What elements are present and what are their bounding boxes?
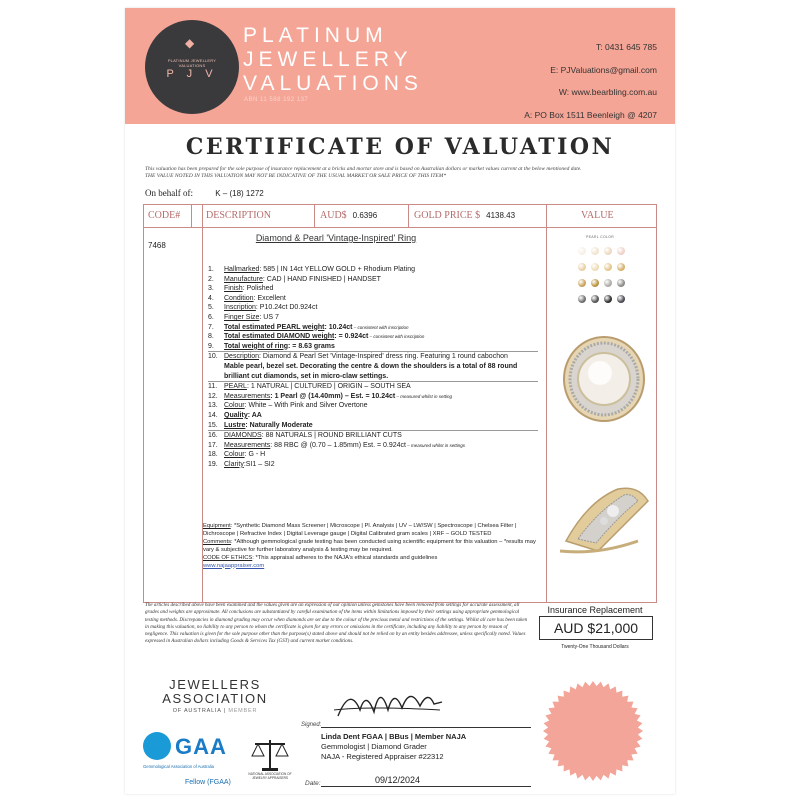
- abn-number: ABN 11 588 192 137: [244, 97, 309, 103]
- gaa-emblem-icon: [143, 732, 171, 760]
- insurance-words: Twenty-One Thousand Dollars: [561, 644, 629, 650]
- contact-block: [524, 36, 657, 126]
- item-number: 11.: [208, 383, 218, 391]
- ja-line-3: OF AUSTRALIA | MEMBER: [172, 708, 258, 714]
- pearl-swatch: [604, 263, 612, 271]
- phone: T: 0431 645 785: [596, 42, 657, 52]
- item-number: 8.: [208, 333, 214, 341]
- item-note: – consistent with inscription: [368, 334, 425, 340]
- item-list: [208, 265, 538, 469]
- behalf-label: On behalf of:: [145, 188, 193, 198]
- header-description: DESCRIPTION: [206, 210, 272, 221]
- equipment-text: : *Synthetic Diamond Mass Screener | Microscope | Pl. Analysis | UV – LW/SW | Spectroscope | Chelsea Filter | Dichroscope | Refractive Index | Digital Leverage gauge | Digital Calibrated gram scales | XRF – GOLD TESTED: [203, 523, 517, 537]
- naja-text: NATIONAL ASSOCIATION OF JEWELRY APPRAISERS: [248, 772, 292, 780]
- item-number: 3.: [208, 285, 214, 293]
- item-number: 18.: [208, 451, 218, 459]
- item-row: [208, 351, 538, 362]
- ethics-line: [203, 555, 543, 563]
- ja-member: MEMBER: [228, 708, 258, 714]
- item-row: [208, 284, 538, 294]
- item-text: : = 8.63 grams: [288, 342, 335, 350]
- pearl-swatch: [578, 247, 586, 255]
- pearl-swatch: [591, 263, 599, 271]
- pearl-swatch: [591, 279, 599, 287]
- header-banner: [125, 8, 675, 124]
- intro-line-2: THE VALUE NOTED IN THIS VALUATION MAY NOT BE INDICATIVE OF THE USUAL MARKET OR SALE PRICE OF THIS ITEM*: [145, 173, 447, 179]
- pearl-swatch: [578, 263, 586, 271]
- item-row: [208, 392, 538, 402]
- item-number: 19.: [208, 460, 218, 468]
- item-row: [208, 294, 538, 304]
- pearl-swatch: [604, 295, 612, 303]
- address: A: PO Box 1511 Beenleigh @ 4207: [524, 109, 657, 120]
- item-label: Hallmarked: [224, 266, 260, 273]
- logo-initials: P J V: [166, 68, 218, 80]
- table-header: [144, 205, 656, 228]
- pearl-swatch: [617, 279, 625, 287]
- item-row: [208, 265, 538, 275]
- item-number: 5.: [208, 304, 214, 312]
- website: W: www.bearbling.com.au: [558, 87, 657, 97]
- item-row: [208, 332, 538, 342]
- ja-country: OF AUSTRALIA: [172, 708, 222, 714]
- pearl-swatch: [617, 295, 625, 303]
- item-number: 13.: [208, 402, 218, 410]
- equipment-line: [203, 523, 543, 539]
- item-text: : 585 | IN 14ct YELLOW GOLD + Rhodium Plating: [259, 266, 415, 273]
- item-row: [208, 381, 538, 392]
- item-text: Mable pearl, bezel set. Decorating the centre & down the shoulders is a total of 88 round: [224, 362, 518, 370]
- item-number: 12.: [208, 392, 218, 400]
- gold-value: 4138.43: [486, 211, 516, 220]
- pearl-swatch: [578, 295, 586, 303]
- on-behalf-of: [145, 188, 264, 198]
- item-number: 10.: [208, 353, 218, 361]
- aud-label: AUD$: [320, 210, 347, 221]
- date-line: [321, 786, 531, 787]
- item-number: 9.: [208, 342, 214, 350]
- item-text: : 88 NATURALS | ROUND BRILLIANT CUTS: [261, 432, 402, 440]
- item-row: [208, 303, 538, 313]
- item-label: DIAMONDS: [224, 432, 262, 440]
- comments-line: [203, 539, 543, 555]
- item-number: 2.: [208, 275, 214, 283]
- item-label: Quality: [224, 411, 248, 419]
- item-row: [208, 401, 538, 411]
- pearl-swatch: [617, 247, 625, 255]
- naja-logo: [250, 736, 290, 792]
- item-text: : Excellent: [253, 294, 286, 302]
- item-text: : US 7: [259, 313, 279, 321]
- item-text: : White – With Pink and Silver Overtone: [244, 402, 368, 410]
- item-row: [208, 460, 538, 470]
- item-text: : AA: [247, 411, 262, 419]
- gaa-subtitle: Gemmological Association of Australia: [143, 764, 214, 769]
- ja-line-1: JEWELLERS: [169, 677, 261, 692]
- brand-line-2: JEWELLERY: [243, 48, 413, 71]
- item-code: 7468: [148, 241, 166, 250]
- header-value: VALUE: [581, 210, 614, 221]
- pearl-ring-top-image: [556, 333, 652, 425]
- item-row: [208, 342, 538, 352]
- certificate-page: [125, 8, 675, 794]
- pearl-color-chart: [554, 227, 654, 327]
- date-label: Date:: [305, 780, 321, 787]
- item-label: Manufacture: [224, 275, 263, 283]
- email: E: PJValuations@gmail.com: [550, 64, 657, 75]
- signatory-role: Gemmologist | Diamond Grader: [321, 742, 427, 751]
- insurance-box: [535, 602, 655, 664]
- pearl-swatch: [604, 279, 612, 287]
- equipment-notes: [203, 523, 543, 570]
- item-row: [208, 313, 538, 323]
- certificate-title: CERTIFICATE OF VALUATION: [185, 134, 615, 160]
- item-text: : 1 Pearl @ (14.40mm) – Est. = 10.24ct: [270, 392, 396, 400]
- disclaimer-text: The articles described above have been examined and the values given are an expression of our opinion unless gemstones have been removed from settings for accurate assessment, all grades and weights are approximate. All conclusions are substantiated by careful examination of the items within limitations imposed by their settings using appropriate gemmological testing methods. Discrepancies in diamond grading may occur when diamonds are set due to the colour of the precious metal and restrictions of the settings. Whilst all care has been taken in making this valuation, no liability to any person to whom the certificate is given for any errors or omissions in the certificate, including any liability to any person by reason of negligence. This valuation is given for the sole purpose other than the purpose(s) stated above and should not be relied on by an entity besides addressee, unless specifically noted. Values expressed in Australian dollars including Goods & Services Tax (GST) and current market conditions.: [145, 602, 528, 645]
- pjv-logo: [145, 20, 239, 114]
- divider: [191, 205, 192, 227]
- pearl-swatch: [578, 279, 586, 287]
- naja-link[interactable]: www.najaappraiser.com: [203, 562, 265, 569]
- pearl-swatch: [617, 263, 625, 271]
- jewellers-association-logo: [145, 678, 285, 714]
- aud-value: 0.6396: [352, 211, 378, 220]
- item-note: – measured whilst in settings: [406, 442, 466, 448]
- item-text: : 1 NATURAL | CULTURED | ORIGIN – SOUTH SEA: [246, 383, 411, 391]
- pearl-swatch: [591, 247, 599, 255]
- item-note: – measured whilst in setting: [395, 393, 452, 399]
- item-number: 15.: [208, 421, 218, 429]
- item-number: 16.: [208, 432, 218, 440]
- signed-label: Signed:: [301, 722, 322, 728]
- item-label: Description: [224, 353, 260, 361]
- item-row: [208, 421, 538, 431]
- intro-line-1: This valuation has been prepared for the sole purpose of insurance replacement at a bricks and mortar store and is based on Australian dollars or market values current at the below mentioned date.: [145, 166, 582, 172]
- divider: [408, 205, 409, 227]
- item-row: [208, 430, 538, 441]
- header-code: CODE#: [148, 210, 181, 221]
- item-label: Colour: [224, 402, 245, 410]
- signatory-name: Linda Dent FGAA | BBus | Member NAJA: [321, 732, 467, 741]
- ethics-label: CODE OF ETHICS: [203, 554, 253, 561]
- item-row: [208, 323, 538, 333]
- gold-label: GOLD PRICE $: [414, 210, 481, 221]
- behalf-value: K – (18) 1272: [215, 189, 264, 198]
- pearl-swatch: [604, 247, 612, 255]
- seal-stamp: [540, 678, 646, 784]
- item-text: : Diamond & Pearl Set 'Vintage-Inspired' dress ring. Featuring 1 round cabochon: [259, 353, 508, 361]
- signature-line: [321, 727, 531, 728]
- item-row: [208, 411, 538, 421]
- item-label: Condition: [224, 294, 254, 302]
- ja-line-2: ASSOCIATION: [162, 691, 268, 706]
- insurance-label: Insurance Replacement: [547, 605, 643, 615]
- item-text: brilliant cut diamonds, set in micro-claw settings.: [224, 372, 389, 380]
- item-number: 7.: [208, 323, 214, 331]
- header-aud: [320, 205, 377, 227]
- item-row: [208, 441, 538, 451]
- item-label: Finger Size: [224, 313, 260, 321]
- item-number: 4.: [208, 294, 214, 302]
- brand-line-1: PLATINUM: [243, 24, 388, 47]
- ring-title: Diamond & Pearl 'Vintage-Inspired' Ring: [255, 233, 417, 243]
- item-text: : Naturally Moderate: [245, 421, 313, 429]
- ring-side-image: [558, 481, 654, 559]
- brand-name: [243, 24, 423, 96]
- item-label: Finish: [224, 285, 243, 293]
- item-number: 14.: [208, 411, 218, 419]
- item-text: : = 0.924ct: [334, 333, 369, 341]
- item-label: Inscription: [224, 304, 256, 312]
- gaa-text: GAA: [175, 734, 227, 759]
- item-row: [208, 362, 538, 372]
- pearl-chart-title: PEARL COLOR: [586, 235, 615, 239]
- signatory-naja: NAJA - Registered Appraiser #22312: [321, 752, 444, 761]
- item-label: Colour: [224, 451, 245, 459]
- item-label: Total estimated PEARL weight: [224, 323, 325, 331]
- comments-text: : *Although gemmological grade testing has been conducted using scientific equipment for this valuation – *results may vary & subjective for further laboratory analysis & testing may be required.: [203, 538, 536, 553]
- scales-icon: [250, 736, 290, 772]
- item-text: : 88 RBC @ (0.70 – 1.85mm) Est. = 0.924ct: [270, 441, 406, 449]
- pearl-swatch: [591, 295, 599, 303]
- divider: [314, 205, 315, 227]
- item-label: Measurements: [224, 441, 271, 449]
- item-text: : CAD | HAND FINISHED | HANDSET: [262, 275, 381, 283]
- header-gold-price: [414, 205, 515, 227]
- item-label: Total estimated DIAMOND weight: [224, 333, 335, 341]
- item-label: Lustre: [224, 421, 246, 429]
- signatory-details: [321, 732, 466, 762]
- gaa-logo: [143, 732, 253, 792]
- item-text: : G - H: [244, 451, 266, 459]
- item-text: : Polished: [242, 285, 274, 293]
- item-label: Clarity: [224, 460, 244, 468]
- item-number: 17.: [208, 441, 218, 449]
- comments-label: Comments: [203, 538, 232, 545]
- logo-small-text: PLATINUM JEWELLERY VALUATIONS: [167, 58, 217, 68]
- item-row: [208, 450, 538, 460]
- item-number: 6.: [208, 313, 214, 321]
- item-row: [208, 275, 538, 285]
- brand-line-3: VALUATIONS: [243, 72, 423, 95]
- valuation-table: [143, 204, 657, 603]
- item-label: Measurements: [224, 392, 271, 400]
- insurance-value: AUD $21,000: [539, 616, 653, 640]
- item-row: [208, 372, 538, 382]
- item-note: – consistent with inscription: [352, 324, 409, 330]
- item-text: : P10.24ct D0.924ct: [255, 304, 318, 312]
- item-label: Total weight of ring: [224, 342, 289, 350]
- item-text: :SI1 – SI2: [243, 460, 275, 468]
- gem-icon: ◆: [185, 36, 195, 50]
- ethics-text: : *This appraisal adheres to the NAJA's ethical standards and guidelines: [252, 554, 438, 561]
- item-label: PEARL: [224, 383, 247, 391]
- signature-image: [330, 680, 450, 724]
- date-value: 09/12/2024: [375, 775, 421, 785]
- item-number: 1.: [208, 266, 214, 273]
- intro-text: [145, 166, 665, 180]
- divider: [546, 205, 547, 602]
- gaa-fellow: Fellow (FGAA): [185, 779, 231, 786]
- item-text: : 10.24ct: [324, 323, 353, 331]
- equipment-label: Equipment: [203, 523, 231, 529]
